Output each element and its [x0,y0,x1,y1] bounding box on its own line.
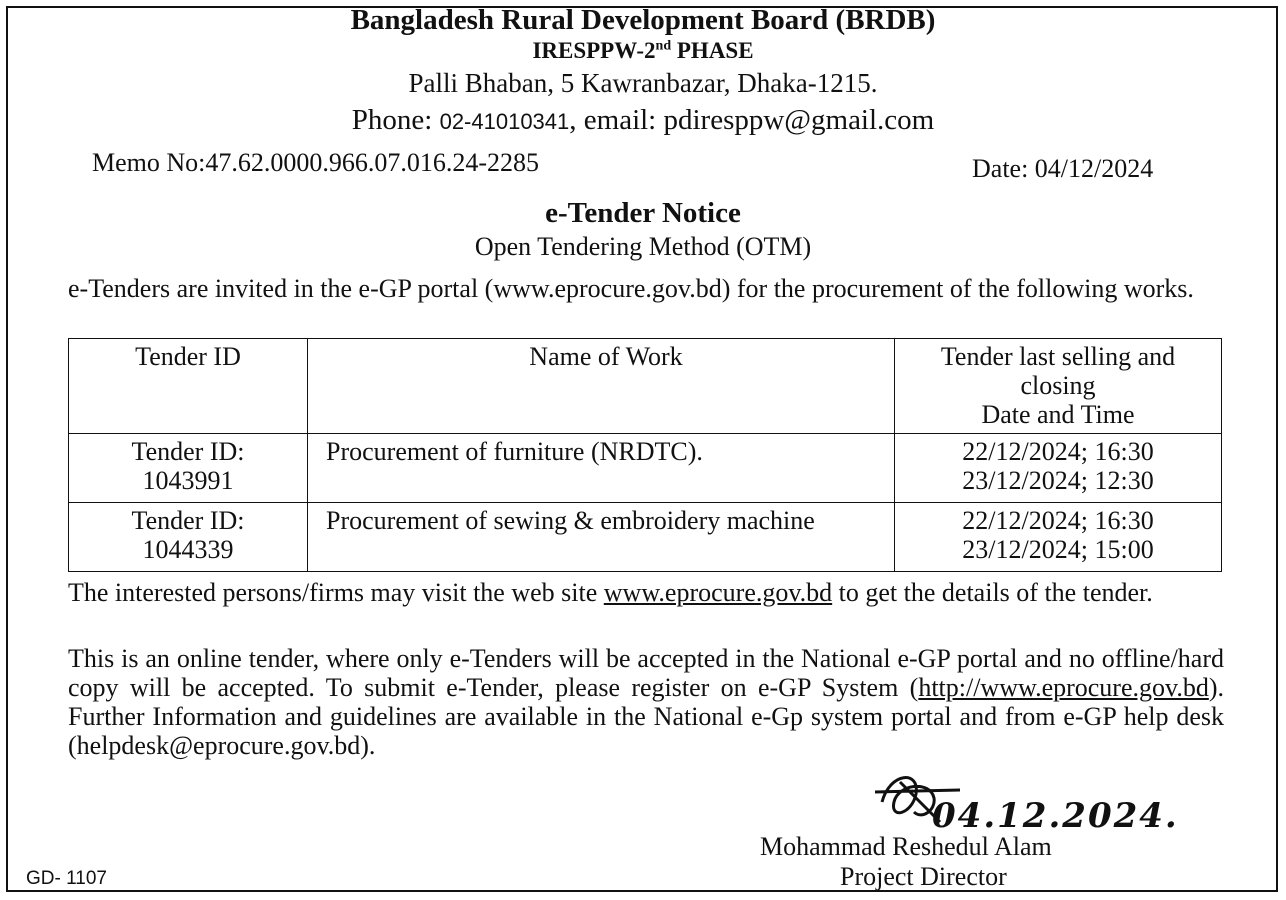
table-header-row [69,339,1222,434]
visit-text-before: The interested persons/firms may visit the web site [68,578,604,607]
work-name-cell: Procurement of sewing & embroidery machine [308,503,895,572]
project-phase [0,38,1286,64]
online-tender-paragraph [68,644,1224,760]
tender-id-cell [69,434,308,503]
office-address: Palli Bhaban, 5 Kawranbazar, Dhaka-1215. [408,68,878,98]
selling-date: 22/12/2024; 16:30 [962,506,1154,535]
header-tender-id: Tender ID [69,339,308,434]
online-text-after: ). Further Information and guidelines are available in the National e-Gp system portal and from e-GP help desk (helpdesk@eprocure.gov.bd). [68,673,1224,760]
contact-line [0,104,1286,137]
signatory-name: Mohammad Reshedul Alam [760,832,1052,861]
header-date-time [895,339,1222,434]
tender-method: Open Tendering Method (OTM) [474,232,812,261]
visit-text-after: to get the details of the tender. [832,578,1153,607]
phone-number: 02-41010341 [439,109,570,134]
organization-name: Bangladesh Rural Development Board (BRDB) [350,4,936,36]
tender-id-label: Tender ID: [131,506,245,535]
egp-system-link[interactable]: http://www.eprocure.gov.bd [918,673,1209,702]
tender-id-value: 1043991 [142,466,234,495]
notice-title: e-Tender Notice [545,197,741,229]
tender-table [68,338,1222,572]
intro-paragraph: e-Tenders are invited in the e-GP portal (www.eprocure.gov.bd) for the procurement of the following works. [68,274,1194,303]
date-time-cell [895,503,1222,572]
header-date-time-line2: Date and Time [981,400,1135,429]
signatory-designation: Project Director [840,862,1007,891]
tender-id-label: Tender ID: [131,437,245,466]
selling-date: 22/12/2024; 16:30 [962,437,1154,466]
phase-tail: PHASE [671,38,754,63]
work-name-cell: Procurement of furniture (NRDTC). [308,434,895,503]
visit-paragraph [68,578,1224,607]
header-date-time-line1: Tender last selling and closing [940,342,1176,400]
tender-id-cell [69,503,308,572]
eprocure-link[interactable]: www.eprocure.gov.bd [603,578,833,607]
date-time-cell [895,434,1222,503]
table-row [69,434,1222,503]
handwritten-date: 04.12.2024. [932,796,1179,836]
email-text: , email: pdiresppw@gmail.com [569,104,935,136]
header-name-of-work: Name of Work [308,339,895,434]
phone-label: Phone: [351,104,440,136]
memo-number: Memo No:47.62.0000.966.07.016.24-2285 [92,148,540,177]
closing-date: 23/12/2024; 15:00 [962,535,1154,564]
notice-date: Date: 04/12/2024 [972,154,1154,183]
phase-superscript: nd [655,38,672,54]
online-text-before: This is an online tender, where only e-Tenders will be accepted in the National e-GP portal and no offline/hard copy will be accepted. To submit e-Tender, please register on e-GP System ( [68,644,1224,702]
table-row [69,503,1222,572]
phase-main: IRESPPW-2 [532,38,656,63]
closing-date: 23/12/2024; 12:30 [962,466,1154,495]
footer-code: GD- 1107 [26,868,107,889]
tender-id-value: 1044339 [142,535,234,564]
